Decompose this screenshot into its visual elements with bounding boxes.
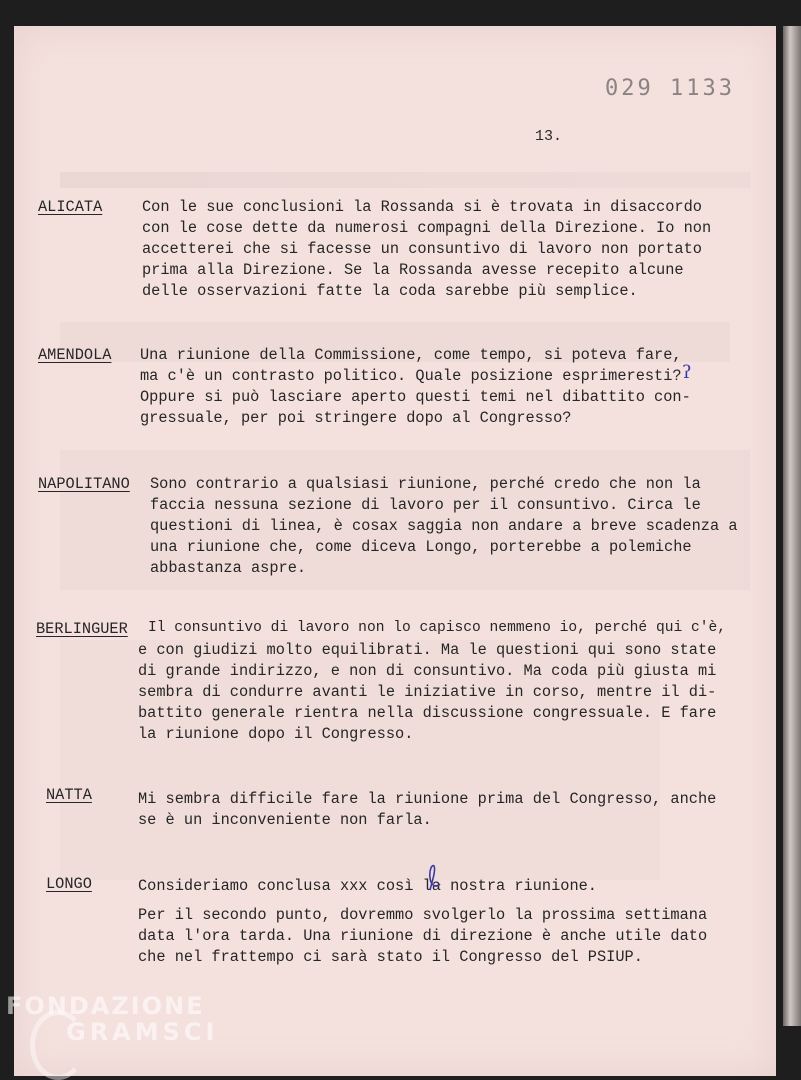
text-line: ma c'è un contrasto politico. Quale posizione esprimeresti?	[140, 367, 682, 385]
text-line: Con le sue conclusioni la Rossanda si è trovata in disaccordo	[142, 198, 702, 216]
text-line: con le cose dette da numerosi compagni della Direzione. Io non	[142, 219, 712, 237]
text-line: Mi sembra difficile fare la riunione prima del Congresso, anche	[138, 790, 717, 808]
watermark-line-2: GRAMSCI	[66, 1018, 219, 1046]
text-line: sembra di condurre avanti le iniziative in corso, mentre il di-	[138, 683, 717, 701]
pen-l-mark	[424, 864, 444, 892]
text-line: prima alla Direzione. Se la Rossanda avesse recepito alcune	[142, 261, 684, 279]
speaker-name: AMENDOLA	[38, 346, 112, 364]
text-line: di grande indirizzo, e non di consuntivo. Ma coda più giusta mi	[138, 662, 717, 680]
text-line: questioni di linea, è cosax saggia non andare a breve scadenza a	[150, 517, 738, 535]
text-line: una riunione che, come diceva Longo, porterebbe a polemiche	[150, 538, 692, 556]
text-line: Consideriamo conclusa xxx così la nostra riunione.	[138, 877, 597, 895]
watermark-g-logo-icon	[30, 1010, 86, 1080]
text-line: Il consuntivo di lavoro non lo capisco nemmeno io, perché qui c'è,	[148, 620, 727, 636]
speaker-name: NATTA	[46, 786, 92, 804]
text-line: Oppure si può lasciare aperto questi temi nel dibattito con-	[140, 388, 691, 406]
text-line: Sono contrario a qualsiasi riunione, perché credo che non la	[150, 475, 701, 493]
text-line: accetterei che si facesse un consuntivo di lavoro non portato	[142, 240, 702, 258]
speaker-name: LONGO	[46, 875, 92, 893]
speaker-name: NAPOLITANO	[38, 475, 130, 493]
page-number: 13.	[535, 128, 563, 145]
text-line: Una riunione della Commissione, come tempo, si poteva fare,	[140, 346, 682, 364]
text-line: battito generale rientra nella discussione congressuale. E fare	[138, 704, 717, 722]
archive-number: 029 1133	[605, 76, 735, 101]
speaker-name: ALICATA	[38, 198, 103, 216]
pen-question-mark-mark: ʔ	[682, 362, 692, 383]
text-line: che nel frattempo ci sarà stato il Congresso del PSIUP.	[138, 948, 643, 966]
text-line: e con giudizi molto equilibrati. Ma le questioni qui sono state	[138, 641, 717, 659]
text-line: delle osservazioni fatte la coda sarebbe più semplice.	[142, 282, 638, 300]
text-line: la riunione dopo il Congresso.	[138, 725, 414, 743]
text-line: data l'ora tarda. Una riunione di direzione è anche utile dato	[138, 927, 708, 945]
watermark-line-1: FONDAZIONE	[6, 992, 205, 1020]
speaker-name: BERLINGUER	[36, 620, 128, 638]
show-through	[60, 172, 750, 188]
text-line: Per il secondo punto, dovremmo svolgerlo la prossima settimana	[138, 906, 708, 924]
text-line: gressuale, per poi stringere dopo al Congresso?	[140, 409, 572, 427]
page-edge	[783, 26, 801, 1026]
text-line: faccia nessuna sezione di lavoro per il consuntivo. Circa le	[150, 496, 701, 514]
text-line: abbastanza aspre.	[150, 559, 307, 577]
text-line: se è un inconveniente non farla.	[138, 811, 432, 829]
